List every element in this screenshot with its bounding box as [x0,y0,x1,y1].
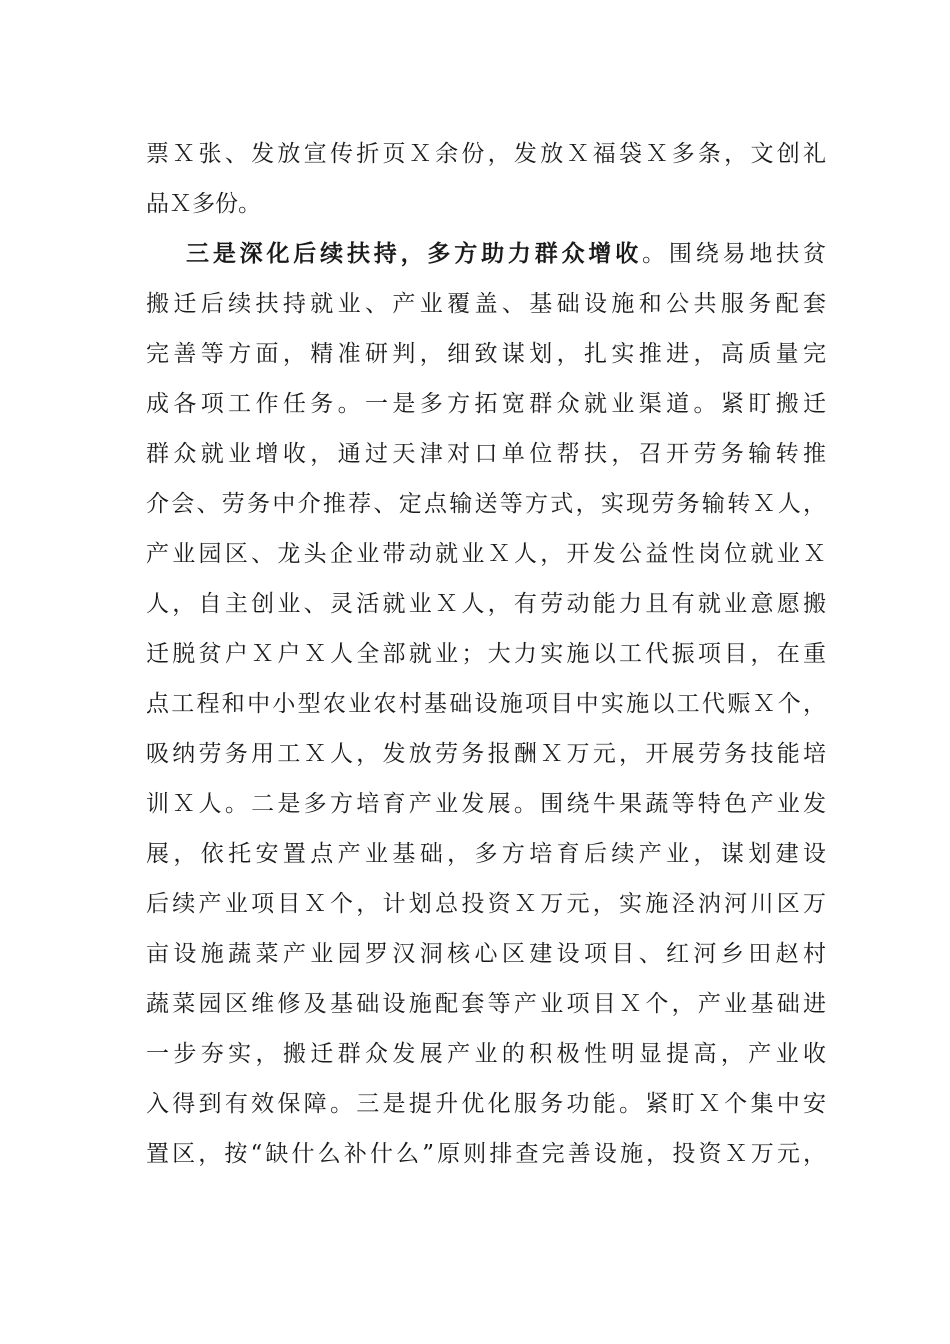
section-heading: 三是深化后续扶持，多方助力群众增收 [186,240,643,267]
paragraph-line: 蔬菜园区维修及基础设施配套等产业项目Ｘ个，产业基础进 [146,991,826,1017]
paragraph-line: 吸纳劳务用工Ｘ人，发放劳务报酬Ｘ万元，开展劳务技能培 [146,741,826,767]
paragraph-line: 展，依托安置点产业基础，多方培育后续产业，谋划建设 [146,841,826,867]
paragraph-line: 训Ｘ人。二是多方培育产业发展。围绕牛果蔬等特色产业发 [146,791,826,817]
paragraph-line: 迁脱贫户Ｘ户Ｘ人全部就业；大力实施以工代振项目，在重 [146,641,826,667]
paragraph-line: 人，自主创业、灵活就业Ｘ人，有劳动能力且有就业意愿搬 [146,591,826,617]
paragraph-line: 群众就业增收，通过天津对口单位帮扶，召开劳务输转推 [146,441,826,467]
paragraph-line: 后续产业项目Ｘ个，计划总投资Ｘ万元，实施泾汭河川区万 [146,891,826,917]
paragraph-line: 成各项工作任务。一是多方拓宽群众就业渠道。紧盯搬迁 [146,391,826,417]
paragraph-line: 完善等方面，精准研判，细致谋划，扎实推进，高质量完 [146,341,826,367]
paragraph-line: 搬迁后续扶持就业、产业覆盖、基础设施和公共服务配套 [146,291,826,317]
paragraph-line: 亩设施蔬菜产业园罗汉洞核心区建设项目、红河乡田赵村 [146,941,826,967]
paragraph-line: 一步夯实，搬迁群众发展产业的积极性明显提高，产业收 [146,1041,826,1067]
paragraph-line: 置区，按“缺什么补什么”原则排查完善设施，投资Ｘ万元， [146,1141,826,1167]
paragraph-line: 票Ｘ张、发放宣传折页Ｘ余份，发放Ｘ福袋Ｘ多条，文创礼 [146,141,826,167]
heading-continuation: 。围绕易地扶贫 [642,241,827,267]
paragraph-line: 品Ｘ多份。 [146,191,261,217]
paragraph-line: 产业园区、龙头企业带动就业Ｘ人，开发公益性岗位就业Ｘ [146,541,826,567]
section-heading-line [186,238,826,270]
paragraph-line: 点工程和中小型农业农村基础设施项目中实施以工代赈Ｘ个， [146,691,826,717]
paragraph-line: 入得到有效保障。三是提升优化服务功能。紧盯Ｘ个集中安 [146,1091,827,1117]
paragraph-line: 介会、劳务中介推荐、定点输送等方式，实现劳务输转Ｘ人， [146,491,826,517]
